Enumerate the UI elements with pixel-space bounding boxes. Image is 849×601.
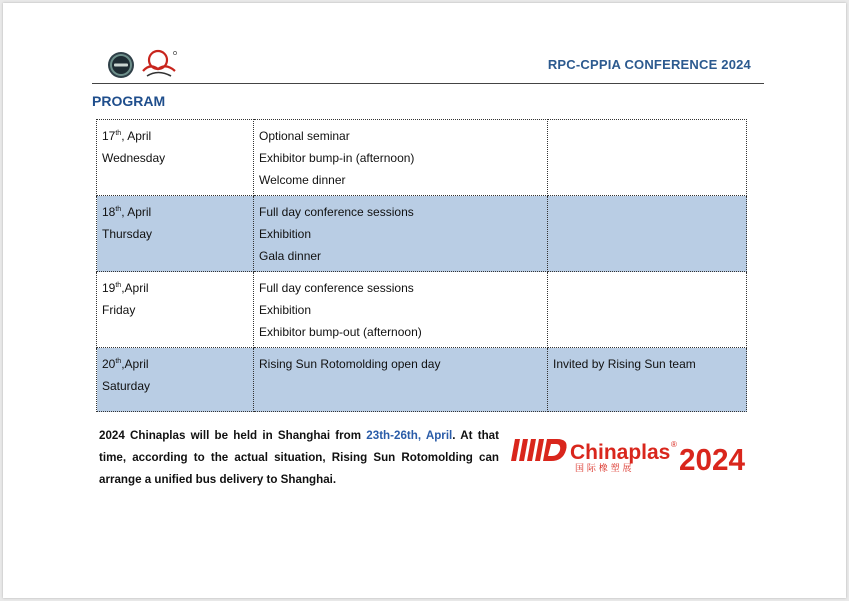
activity: Rising Sun Rotomolding open day bbox=[259, 357, 441, 371]
conference-title: RPC-CPPIA CONFERENCE 2024 bbox=[547, 57, 751, 72]
activity: Optional seminar bbox=[259, 129, 350, 143]
svg-text:国 际 橡 塑 展: 国 际 橡 塑 展 bbox=[575, 464, 632, 474]
schedule-row bbox=[97, 272, 747, 348]
svg-text:2024: 2024 bbox=[679, 442, 746, 475]
activity: Exhibition bbox=[259, 227, 312, 241]
activities-cell bbox=[254, 272, 548, 348]
weekday: Saturday bbox=[102, 379, 151, 393]
activity: Full day conference sessions bbox=[259, 281, 414, 295]
header-divider bbox=[92, 83, 764, 84]
note-cell bbox=[548, 272, 747, 348]
note-cell: Invited by Rising Sun team bbox=[548, 348, 747, 412]
weekday: Wednesday bbox=[102, 151, 166, 165]
rising-sun-logo bbox=[141, 49, 179, 81]
weekday: Friday bbox=[102, 303, 136, 317]
svg-text:Chinaplas: Chinaplas bbox=[570, 441, 671, 464]
activity: Exhibition bbox=[259, 303, 312, 317]
activity: Exhibitor bump-in (afternoon) bbox=[259, 151, 415, 165]
schedule-row bbox=[97, 348, 747, 412]
note-cell bbox=[548, 196, 747, 272]
document-page bbox=[3, 3, 846, 598]
chinaplas-info: 2024 Chinaplas will be held in Shanghai from 23th-26th, April. At that time, according to the actual situation, Rising Sun Rotomolding can arrange a unified bus delivery to Shanghai. bbox=[99, 429, 499, 486]
schedule-row bbox=[97, 120, 747, 196]
date-highlight: 23th-26th, April bbox=[366, 429, 453, 442]
activity: Welcome dinner bbox=[259, 173, 346, 187]
schedule-row bbox=[97, 196, 747, 272]
activities-cell bbox=[254, 196, 548, 272]
activity: Full day conference sessions bbox=[259, 205, 414, 219]
activities-cell bbox=[254, 348, 548, 412]
activities-cell bbox=[254, 120, 548, 196]
company-logo-emblem bbox=[107, 51, 135, 79]
date-cell: 18th, April Thursday bbox=[97, 196, 254, 272]
svg-text:®: ® bbox=[671, 440, 677, 449]
section-title: PROGRAM bbox=[92, 93, 166, 109]
date-cell: 19th,April Friday bbox=[97, 272, 254, 348]
program-table bbox=[96, 119, 747, 412]
date-cell: 20th,April Saturday bbox=[97, 348, 254, 412]
chinaplas-logo bbox=[511, 435, 751, 475]
activity: Gala dinner bbox=[259, 249, 322, 263]
note-cell bbox=[548, 120, 747, 196]
date-cell: 17th, April Wednesday bbox=[97, 120, 254, 196]
activity: Exhibitor bump-out (afternoon) bbox=[259, 325, 422, 339]
weekday: Thursday bbox=[102, 227, 153, 241]
